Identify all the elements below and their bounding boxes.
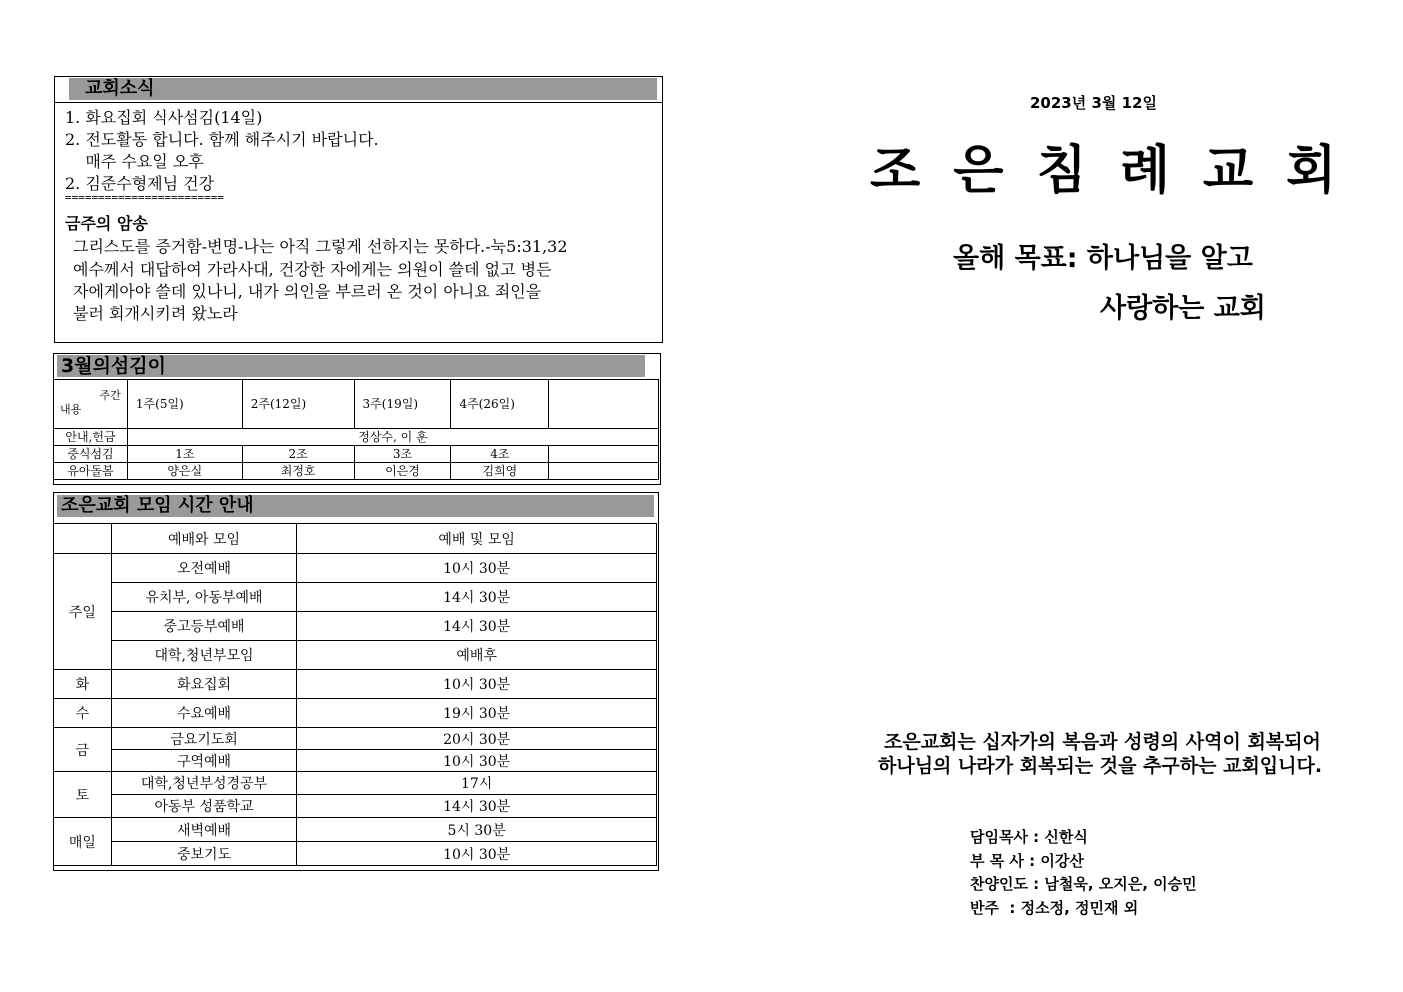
week-header: 2주(12일) <box>242 380 354 429</box>
meeting-name: 중고등부예배 <box>111 612 297 641</box>
news-item: 2. 김준수형제님 건강 <box>65 174 215 193</box>
table-row <box>54 612 657 641</box>
merged-cell: 정상수, 이 훈 <box>127 429 658 446</box>
corner-cell <box>54 380 128 429</box>
memory-verse-line: 자에게아야 쓸데 있나니, 내가 의인을 부르러 온 것이 아니요 죄인을 <box>73 282 542 301</box>
staff-accompanists: 반주 : 정소정, 정민재 외 <box>970 899 1139 917</box>
table-cell: 양은실 <box>127 463 242 480</box>
march-servers-box <box>53 353 661 485</box>
meeting-time: 예배후 <box>297 641 657 670</box>
staff-worship-leaders: 찬양인도 : 남철욱, 오지은, 이승민 <box>970 875 1197 893</box>
empty-cell <box>549 380 659 429</box>
day-label: 수 <box>54 699 112 728</box>
corner-week-label: 주간 <box>99 389 121 402</box>
day-label: 금 <box>54 728 112 772</box>
memory-verse-title: 금주의 암송 <box>65 214 148 233</box>
row-label: 유아돌봄 <box>54 463 128 480</box>
meeting-name: 유치부, 아동부예배 <box>111 583 297 612</box>
meeting-name: 중보기도 <box>111 842 297 866</box>
column-header: 예배 및 모임 <box>297 524 657 554</box>
empty-cell <box>549 463 659 480</box>
meeting-name: 구역예배 <box>111 750 297 772</box>
meeting-name: 대학,청년부모임 <box>111 641 297 670</box>
mission-statement-line1: 조은교회는 십자가의 복음과 성령의 사역이 회복되어 <box>884 731 1321 753</box>
table-row <box>54 380 659 429</box>
memory-verse-line: 그리스도를 증거함-변명-나는 아직 그렇게 선하지는 못하다.-눅5:31,32 <box>73 237 568 256</box>
staff-senior-pastor: 담임목사 : 신한식 <box>970 828 1088 846</box>
table-row <box>54 818 657 842</box>
table-row <box>54 446 659 463</box>
row-label: 중식섬김 <box>54 446 128 463</box>
table-row <box>54 463 659 480</box>
meeting-time: 14시 30분 <box>297 583 657 612</box>
meeting-name: 화요집회 <box>111 670 297 699</box>
corner-content-label: 내용 <box>60 403 82 416</box>
meeting-time: 19시 30분 <box>297 699 657 728</box>
table-row <box>54 670 657 699</box>
meeting-time: 20시 30분 <box>297 728 657 750</box>
meeting-time: 14시 30분 <box>297 612 657 641</box>
day-label: 토 <box>54 772 112 818</box>
meeting-name: 새벽예배 <box>111 818 297 842</box>
table-row <box>54 728 657 750</box>
table-row <box>54 554 657 583</box>
table-row <box>54 772 657 795</box>
news-item: 매주 수요일 오후 <box>65 152 204 171</box>
meeting-time: 10시 30분 <box>297 670 657 699</box>
meeting-time: 5시 30분 <box>297 818 657 842</box>
bulletin-date: 2023년 3월 12일 <box>1030 94 1157 112</box>
empty-cell <box>549 446 659 463</box>
meeting-name: 오전예배 <box>111 554 297 583</box>
empty-cell <box>54 524 112 554</box>
year-goal-line1: 올해 목표: 하나님을 알고 <box>953 243 1253 274</box>
meeting-times-table <box>53 523 657 866</box>
table-row <box>54 795 657 818</box>
table-row <box>54 641 657 670</box>
day-label: 매일 <box>54 818 112 866</box>
news-item: 1. 화요집회 식사섬김(14일) <box>65 108 263 127</box>
meeting-time: 17시 <box>297 772 657 795</box>
table-cell: 이은경 <box>354 463 451 480</box>
mission-statement-line2: 하나님의 나라가 회복되는 것을 추구하는 교회입니다. <box>878 755 1323 777</box>
staff-associate-pastor: 부 목 사 : 이강산 <box>970 852 1084 870</box>
church-news-box <box>54 76 663 343</box>
meeting-name: 금요기도회 <box>111 728 297 750</box>
table-cell: 2조 <box>242 446 354 463</box>
row-label: 안내,헌금 <box>54 429 128 446</box>
meeting-time: 10시 30분 <box>297 750 657 772</box>
news-title: 교회소식 <box>69 78 657 100</box>
week-header: 3주(19일) <box>354 380 451 429</box>
day-label: 화 <box>54 670 112 699</box>
march-servers-title: 3월의섬김이 <box>57 355 645 377</box>
meeting-times-box <box>53 492 659 871</box>
table-cell: 3조 <box>354 446 451 463</box>
week-header: 1주(5일) <box>127 380 242 429</box>
march-servers-table <box>53 379 659 480</box>
meeting-name: 아동부 성품학교 <box>111 795 297 818</box>
church-name: 조은침례교회 <box>870 141 1370 201</box>
memory-verse-line: 불러 회개시키려 왔노라 <box>73 304 238 323</box>
column-header: 예배와 모임 <box>111 524 297 554</box>
meeting-times-title: 조은교회 모임 시간 안내 <box>57 495 654 517</box>
table-cell: 1조 <box>127 446 242 463</box>
meeting-time: 10시 30분 <box>297 554 657 583</box>
table-row <box>54 842 657 866</box>
table-row <box>54 750 657 772</box>
news-divider: ======================== <box>65 191 224 204</box>
day-label: 주일 <box>54 554 112 670</box>
table-cell: 4조 <box>451 446 549 463</box>
table-row <box>54 429 659 446</box>
year-goal-line2: 사랑하는 교회 <box>1100 293 1266 324</box>
meeting-time: 14시 30분 <box>297 795 657 818</box>
table-row <box>54 699 657 728</box>
meeting-name: 대학,청년부성경공부 <box>111 772 297 795</box>
memory-verse-line: 예수께서 대답하여 가라사대, 건강한 자에게는 의원이 쓸데 없고 병든 <box>73 260 552 279</box>
table-row <box>54 583 657 612</box>
news-item: 2. 전도활동 합니다. 함께 해주시기 바랍니다. <box>65 130 379 149</box>
meeting-time: 10시 30분 <box>297 842 657 866</box>
news-title-rule <box>55 102 662 103</box>
meeting-name: 수요예배 <box>111 699 297 728</box>
table-cell: 최정호 <box>242 463 354 480</box>
table-cell: 김희영 <box>451 463 549 480</box>
week-header: 4주(26일) <box>451 380 549 429</box>
table-row <box>54 524 657 554</box>
